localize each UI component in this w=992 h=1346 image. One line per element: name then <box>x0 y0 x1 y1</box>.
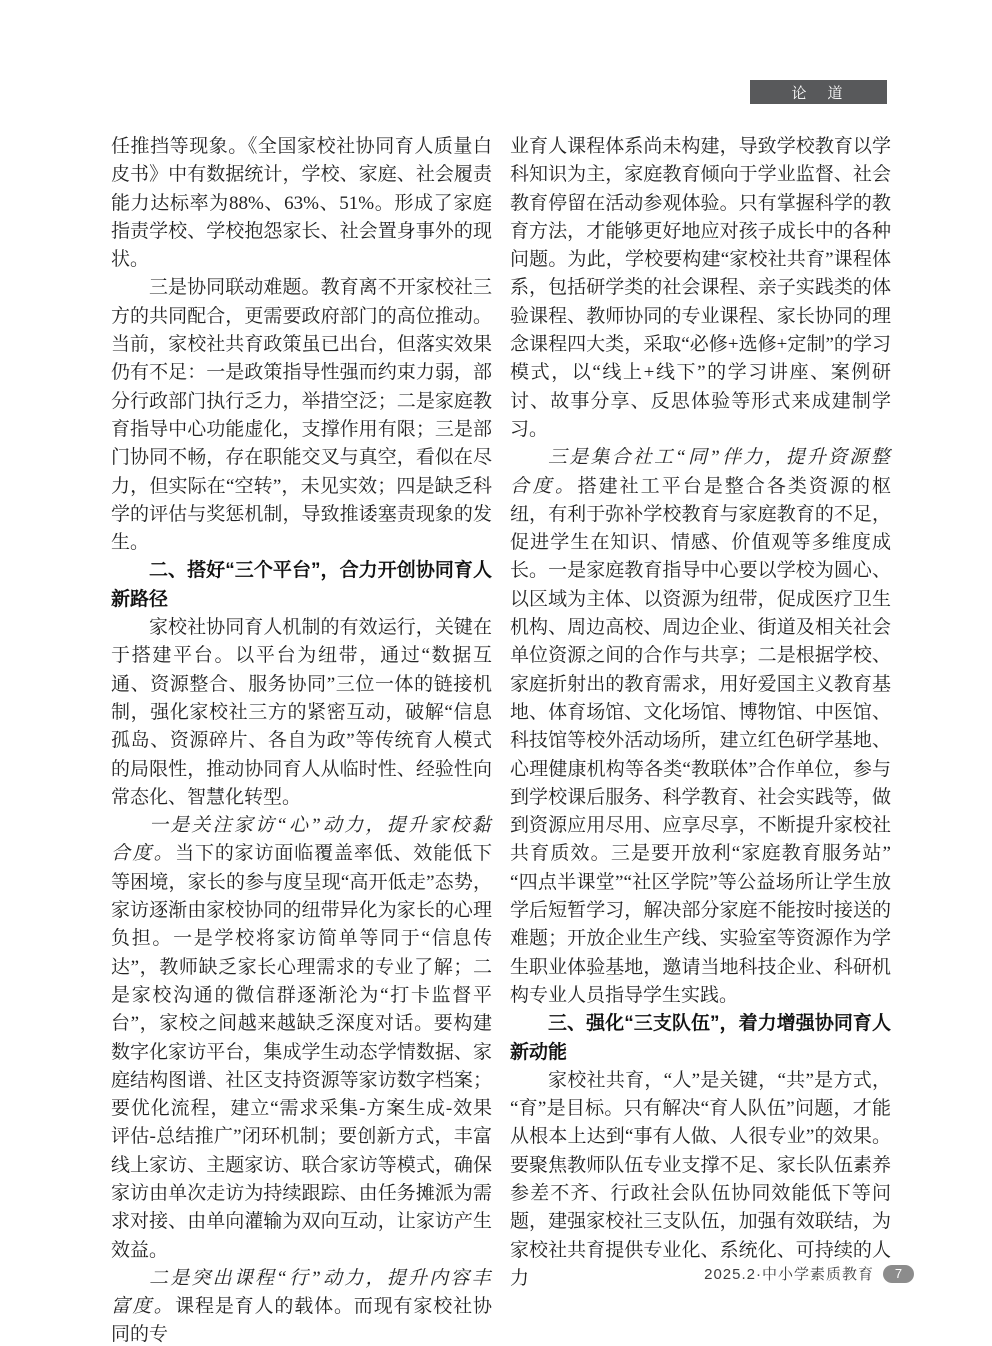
lead-sentence: 一是关注家访“心”动力，提升家校黏合度。 <box>111 815 492 865</box>
journal-issue-label: 2025.2·中小学素质教育 <box>704 1266 874 1283</box>
paragraph: 任推挡等现象。《全国家校社协同育人质量白皮书》中有数据统计，学校、家庭、社会履责能力达标率为88%、63%、51%。形成了家庭指责学校、学校抱怨家长、社会置身事外的现状。 <box>111 136 492 271</box>
paragraph: 家校社协同育人机制的有效运行，关键在于搭建平台。以平台为纽带，通过“数据互通、资源整合、服务协同”三位一体的链接机制，强化家校社三方的紧密互动，破解“信息孤岛、资源碎片、各自为政”等传统育人模式的局限性，推动协同育人从临时性、经验性向常态化、智慧化转型。 <box>111 617 492 808</box>
article-body <box>111 133 891 1346</box>
paragraph: 三是集合社工“同”伴力，提升资源整合度。搭建社工平台是整合各类资源的枢纽，有利于弥补学校教育与家庭教育的不足，促进学生在知识、情感、价值观等多维度成长。一是家庭教育指导中心要以学校为圆心、以区域为主体、以资源为纽带，促成医疗卫生机构、周边高校、周边企业、街道及相关社会单位资源之间的合作与共享；二是根据学校、家庭折射出的教育需求，用好爱国主义教育基地、体育场馆、文化场馆、博物馆、中医馆、科技馆等校外活动场所，建立红色研学基地、心理健康机构等各类“教联体”合作单位，参与到学校课后服务、科学教育、社会实践等，做到资源应用尽用、应享尽享，不断提升家校社共育质效。三是要开放利“家庭教育服务站”“四点半课堂”“社区学院”等公益场所让学生放学后短暂学习，解决部分家庭不能按时接送的难题；开放企业生产线、实验室等资源作为学生职业体验基地，邀请当地科技企业、科研机构专业人员指导学生实践。 <box>510 447 891 1006</box>
paragraph: 三是协同联动难题。教育离不开家校社三方的共同配合，更需要政府部门的高位推动。当前，家校社共育政策虽已出台，但落实效果仍有不足：一是政策指导性强而约束力弱，部分行政部门执行乏力，举措空泛；二是家庭教育指导中心功能虚化，支撑作用有限；三是部门协同不畅，存在职能交叉与真空，看似在尽力，但实际在“空转”，未见实效；四是缺乏科学的评估与奖惩机制，导致推诿塞责现象的发生。 <box>111 277 492 554</box>
page-footer <box>704 1263 914 1284</box>
left-column <box>111 133 492 1346</box>
section-heading: 三、强化“三支队伍”，着力增强协同育人新动能 <box>510 1013 891 1063</box>
lead-sentence: 三是集合社工“同”伴力，提升资源整合度。 <box>510 447 891 497</box>
section-heading: 二、搭好“三个平台”，合力开创协同育人新路径 <box>111 560 492 610</box>
paragraph: 一是关注家访“心”动力，提升家校黏合度。当下的家访面临覆盖率低、效能低下等困境，家长的参与度呈现“高开低走”态势，家访逐渐由家校协同的纽带异化为家长的心理负担。一是学校将家访简单等同于“信息传达”，教师缺乏家长心理需求的专业了解；二是家校沟通的微信群逐渐沦为“打卡监督平台”，家校之间越来越缺乏深度对话。要构建数字化家访平台，集成学生动态学情数据、家庭结构图谱、社区支持资源等家访数字档案；要优化流程，建立“需求采集-方案生成-效果评估-总结推广”闭环机制；要创新方式，丰富线上家访、主题家访、联合家访等模式，确保家访由单次走访为持续跟踪、由任务摊派为需求对接、由单向灌输为双向互动，让家访产生效益。 <box>111 815 492 1261</box>
paragraph: 二是突出课程“行”动力，提升内容丰富度。课程是育人的载体。而现有家校社协同的专 <box>111 1267 492 1346</box>
paragraph: 家校社共育，“人”是关键，“共”是方式，“育”是目标。只有解决“育人队伍”问题，才能从根本上达到“事有人做、人很专业”的效果。要聚焦教师队伍专业支撑不足、家长队伍素养参差不齐、行政社会队伍协同效能低下等问题，建强家校社三支队伍，加强有效联结，为家校社共育提供专业化、系统化、可持续的人力 <box>510 1069 891 1289</box>
column-header-badge: 论 道 <box>750 80 887 104</box>
lead-sentence: 二是突出课程“行”动力，提升内容丰富度。 <box>111 1267 492 1318</box>
paragraph: 业育人课程体系尚未构建，导致学校教育以学科知识为主，家庭教育倾向于学业监督、社会教育停留在活动参观体验。只有掌握科学的教育方法，才能够更好地应对孩子成长中的各种问题。为此，学校要构建“家校社共育”课程体系，包括研学类的社会课程、亲子实践类的体验课程、教师协同的专业课程、家长协同的理念课程四大类，采取“必修+选修+定制”的学习模式，以“线上+线下”的学习讲座、案例研讨、故事分享、反思体验等形式来成建制学习。 <box>510 136 891 440</box>
right-column <box>510 133 891 1346</box>
page-number-badge: 7 <box>883 1265 914 1283</box>
